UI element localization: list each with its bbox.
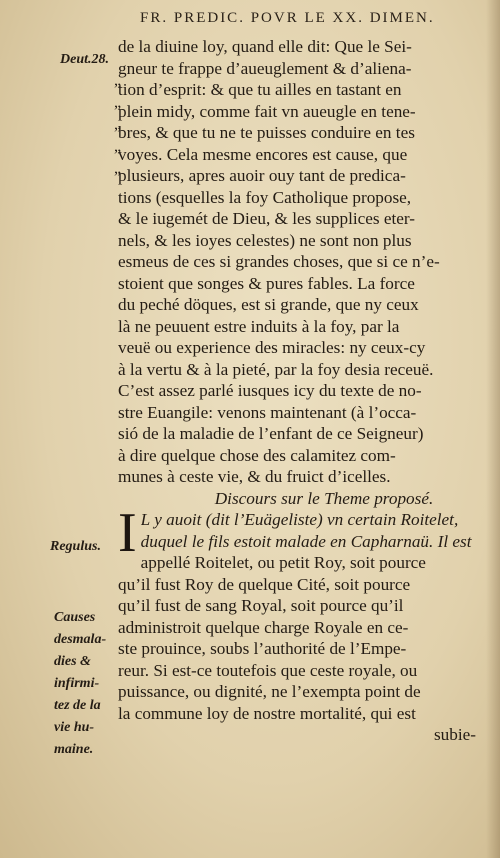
section-heading: Discours sur le Theme proposé. — [214, 488, 434, 508]
text-line: appellé Roitelet, ou petit Roy, soit pource — [140, 553, 426, 572]
text-line: nels, & les ioyes celestes) ne sont non plus — [118, 230, 412, 250]
text-line: L y auoit (dit l’Euägeliste) vn certain Roitelet, — [140, 510, 459, 529]
text-line: du peché döques, est si grande, que ny ceux — [118, 295, 419, 314]
text-line: gneur te frappe d’aueuglement & d’aliena- — [118, 58, 412, 78]
text-line: stre Euangile: venons maintenant (à l’occa- — [118, 402, 417, 422]
quote-mark: „ — [114, 160, 122, 177]
margin-ref-deut: Deut.28. — [60, 52, 109, 67]
text-line: à la vertu & à la pieté, par la foy desia receuë. — [118, 359, 434, 379]
margin-note-causes: tez de la — [54, 698, 101, 713]
quote-mark: „ — [114, 72, 122, 89]
text-line: là ne peuuent estre induits à la foy, par la — [118, 316, 400, 336]
margin-note-causes: maine. — [54, 742, 94, 757]
text-line: bres, & que tu ne te puisses conduire en tes — [118, 123, 415, 142]
text-line: qu’il fust de sang Royal, soit pource qu’il — [118, 596, 404, 615]
text-line: de la diuine loy, quand elle dit: Que le Sei- — [118, 37, 412, 56]
text-line: sió de la maladie de l’enfant de ce Seigneur) — [118, 424, 424, 443]
running-head: FR. PREDIC. POVR LE XX. DIMEN. — [140, 10, 435, 26]
quote-mark: „ — [114, 138, 122, 155]
text-line: esmeus de ces si grandes choses, que si ce n’e- — [118, 252, 440, 271]
drop-cap: I — [118, 502, 137, 564]
text-line: duquel le fils estoit malade en Capharnaü. Il est — [140, 531, 472, 551]
margin-note-causes: Causes — [54, 610, 96, 625]
text-line: reur. Si est-ce toutefois que ceste royale, ou — [118, 660, 418, 680]
text-line: & le iugemét de Dieu, & les supplices eter- — [118, 209, 416, 228]
text-line: veuë ou experience des miracles: ny ceux-cy — [118, 338, 426, 357]
text-line: tion d’esprit: & que tu ailles en tastant en — [118, 80, 402, 99]
text-line: plusieurs, apres auoir ouy tant de predica- — [118, 166, 406, 185]
text-line: puissance, ou dignité, ne l’exempta point de — [118, 682, 421, 701]
margin-note-causes: dies & — [54, 654, 91, 669]
body-text — [118, 36, 490, 746]
text-line: plein midy, comme fait vn aueugle en tene- — [118, 101, 416, 121]
text-line: tions (esquelles la foy Catholique propose, — [118, 187, 412, 207]
text-line: qu’il fust Roy de quelque Cité, soit pource — [118, 574, 411, 594]
margin-note-regulus: Regulus. — [50, 539, 101, 554]
quote-mark: „ — [114, 116, 122, 133]
text-line: munes à ceste vie, & du fruict d’icelles. — [118, 467, 391, 486]
text-line: voyes. Cela mesme encores est cause, que — [118, 144, 408, 164]
text-line: C’est assez parlé iusques icy du texte de no- — [118, 381, 422, 400]
text-line: administroit quelque charge Royale en ce- — [118, 617, 409, 637]
text-line: la commune loy de nostre mortalité, qui est — [118, 703, 416, 723]
margin-note-causes: desmala- — [54, 632, 107, 647]
text-line: ste prouince, soubs l’authorité de l’Empe- — [118, 639, 407, 658]
catchword: subie- — [433, 725, 476, 744]
margin-note-causes: infirmi- — [54, 676, 100, 691]
margin-note-causes: vie hu- — [54, 720, 95, 735]
text-line: stoient que songes & pures fables. La force — [118, 273, 415, 293]
quote-mark: „ — [114, 94, 122, 111]
text-line: à dire quelque chose des calamitez com- — [118, 445, 396, 465]
